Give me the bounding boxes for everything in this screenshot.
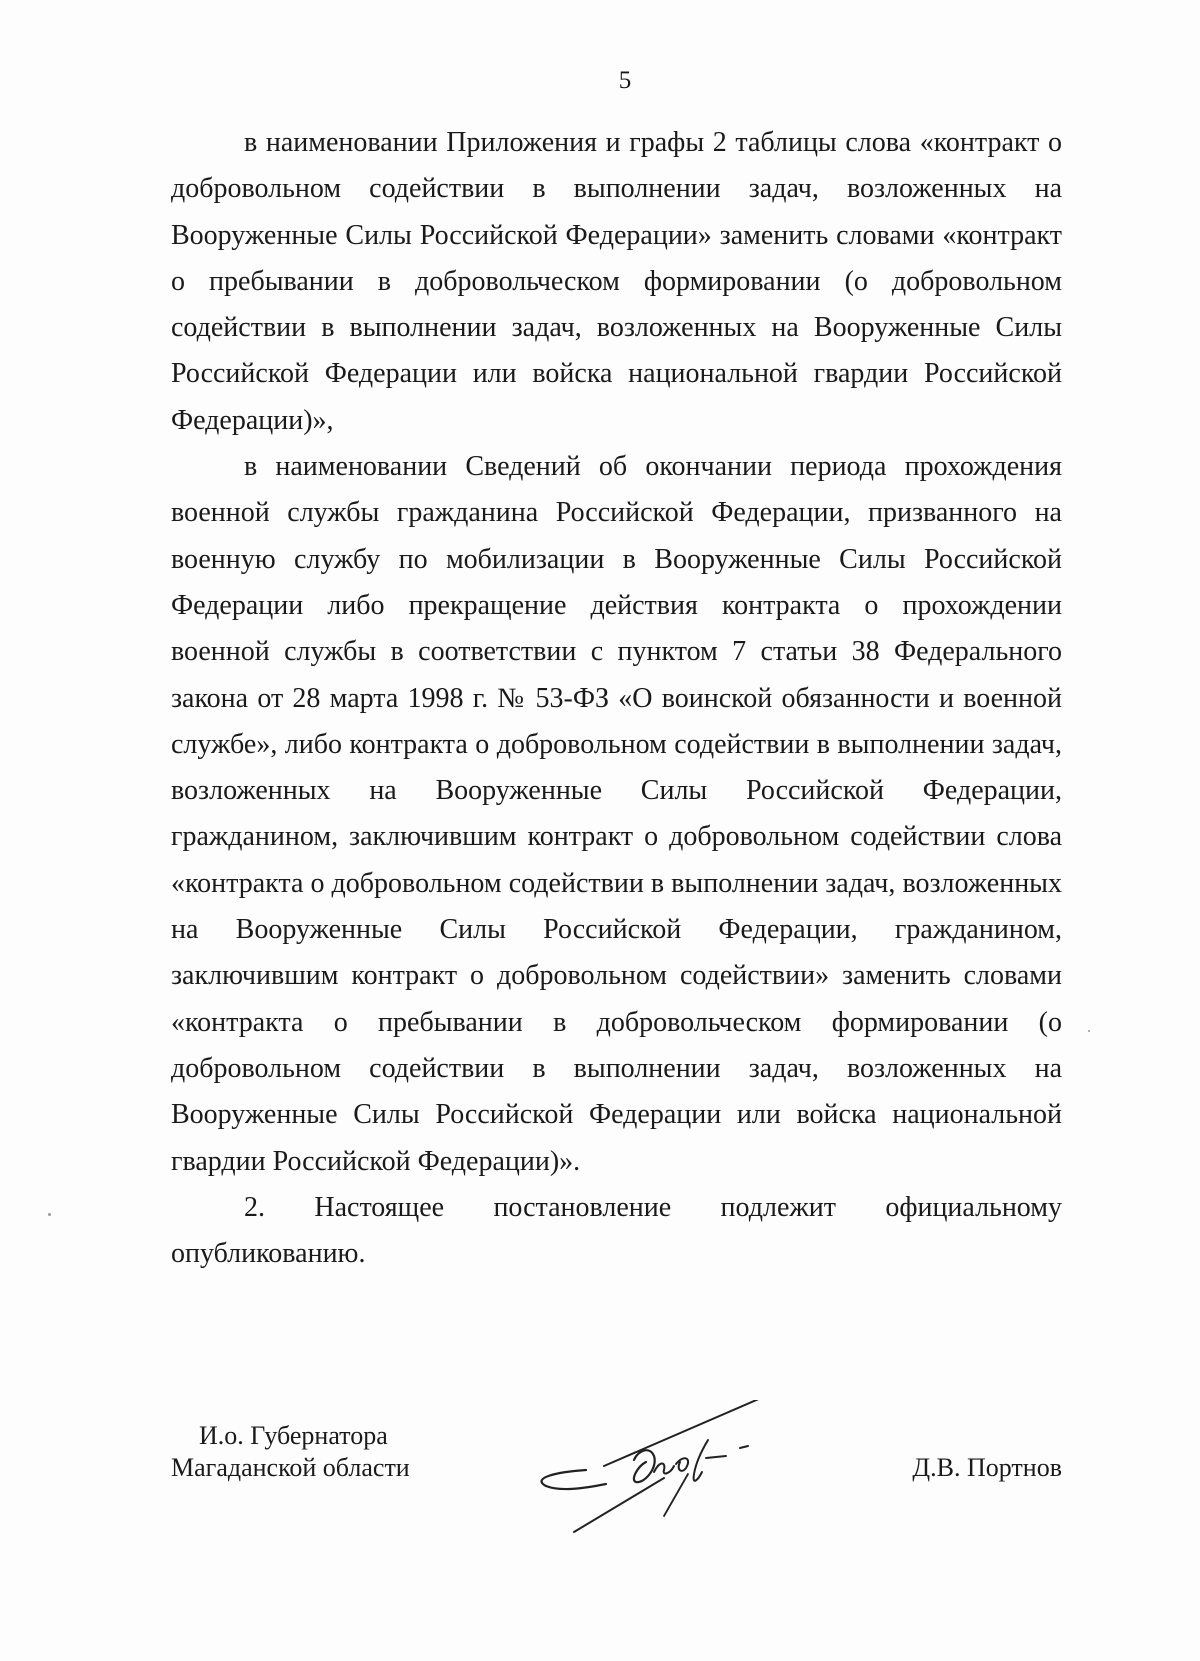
signatory-title-line1: И.о. Губернатора: [199, 1421, 388, 1450]
handwritten-signature: [526, 1400, 766, 1540]
signatory-name: Д.В. Портнов: [912, 1453, 1062, 1482]
document-body: [171, 120, 1062, 1277]
signature-block: [171, 1420, 1062, 1540]
scan-speck: [48, 1213, 51, 1216]
signatory-title: [171, 1420, 410, 1484]
paragraph-publication: 2. Настоящее постановление подлежит официальному опубликованию.: [171, 1191, 1062, 1270]
scan-speck: [1088, 1030, 1090, 1032]
paragraph-appendix-title: в наименовании Приложения и графы 2 таблицы слова «контракт о добровольном содействии в выполнении задач, возложенных на Вооруженные Силы Российской Федерации» заменить словами «контракт о пребывании в добровольческом формировании (о добровольном содействии в выполнении задач, возложенных на Вооруженные Силы Российской Федерации или войска национальной гвардии Российской Федерации)»,: [171, 127, 1062, 436]
signatory-title-line2: Магаданской области: [171, 1453, 410, 1482]
page-number: 5: [618, 67, 632, 94]
paragraph-information-title: в наименовании Сведений об окончании периода прохождения военной службы гражданина Российской Федерации, призванного на военную службу по мобилизации в Вооруженные Силы Российской Федерации либо прекращение действия контракта о прохождении военной службы в соответствии с пунктом 7 статьи 38 Федерального закона от 28 марта 1998 г. № 53-ФЗ «О воинской обязанности и военной службе», либо контракта о добровольном содействии в выполнении задач, возложенных на Вооруженные Силы Российской Федерации, гражданином, заключившим контракт о добровольном содействии слова «контракта о добровольном содействии в выполнении задач, возложенных на Вооруженные Силы Российской Федерации, гражданином, заключившим контракт о добровольном содействии» заменить словами «контракта о пребывании в добровольческом формировании (о добровольном содействии в выполнении задач, возложенных на Вооруженные Силы Российской Федерации или войска национальной гвардии Российской Федерации)».: [171, 451, 1062, 1177]
